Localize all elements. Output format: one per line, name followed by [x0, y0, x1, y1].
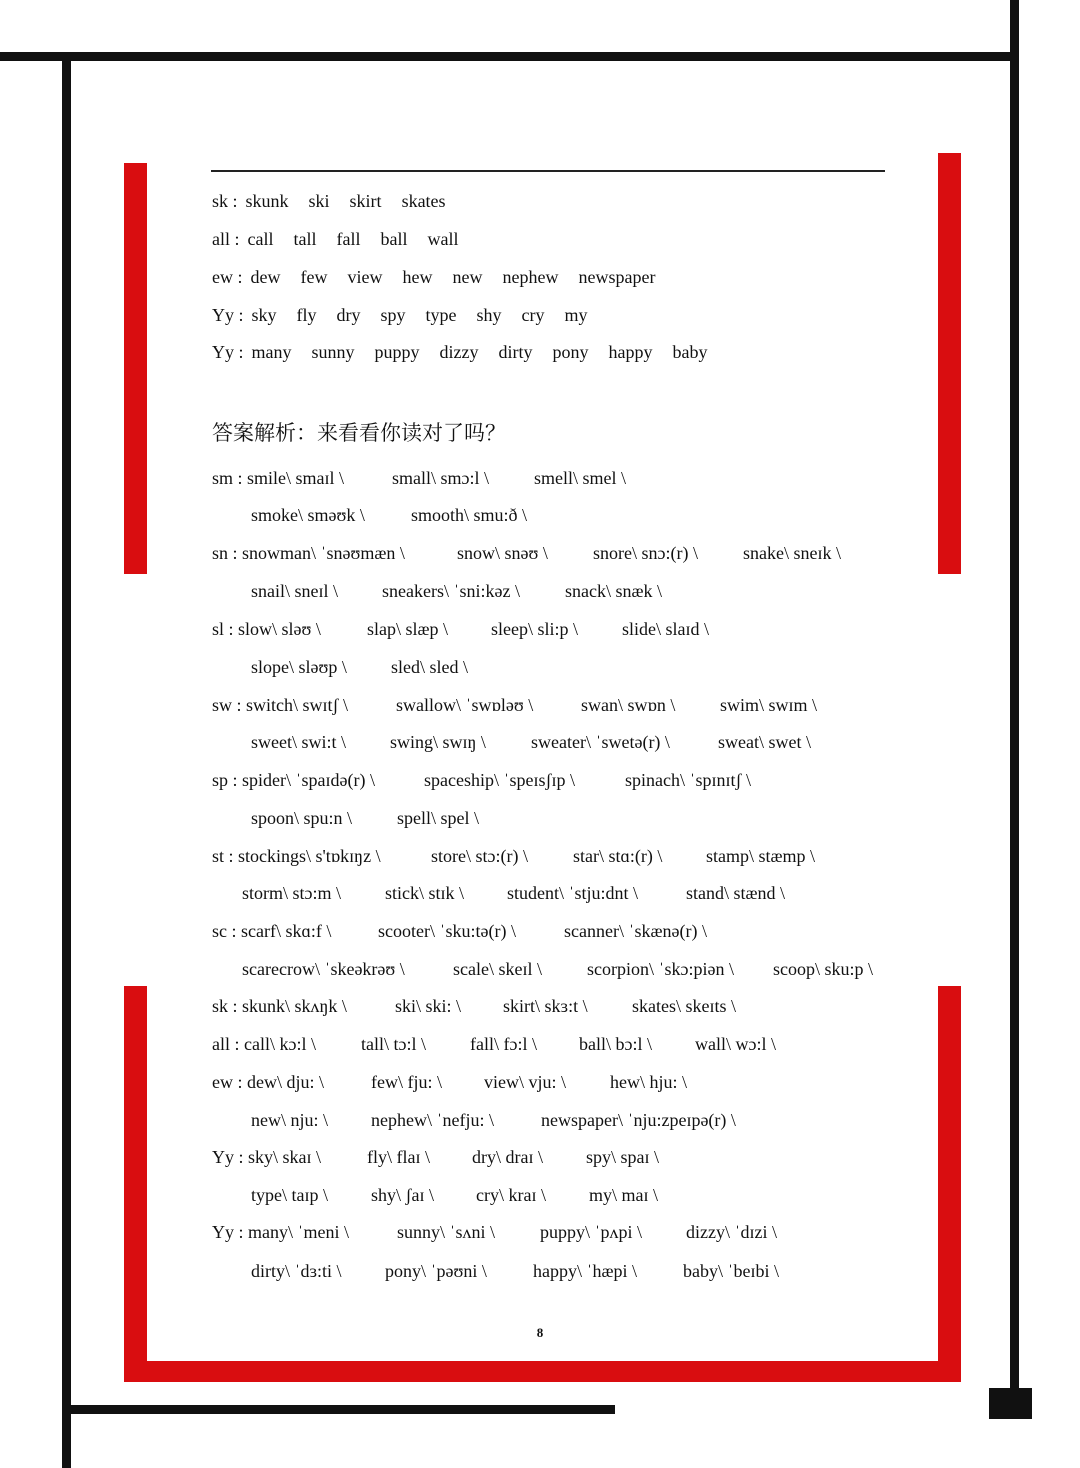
answer-entry: scale\ skeɪl \ [453, 959, 542, 979]
practice-prefix: ew : [212, 267, 243, 287]
answer-entry: st : stockings\ s'tɒkɪŋz \ [212, 846, 381, 866]
answer-entry: store\ stɔ:(r) \ [431, 846, 528, 866]
practice-line [212, 264, 675, 290]
practice-word: dry [336, 305, 361, 325]
answer-entry: ski\ ski: \ [395, 996, 462, 1016]
answer-entry: student\ ˈstju:dnt \ [507, 883, 639, 903]
answer-entry: snow\ snəʊ \ [457, 543, 548, 563]
answer-entry: smoke\ sməʊk \ [251, 505, 365, 525]
practice-word: new [452, 267, 483, 287]
practice-word: fall [336, 229, 361, 249]
practice-word: ski [308, 191, 330, 211]
answer-entry: swallow\ ˈswɒləʊ \ [396, 695, 534, 715]
practice-word: newspaper [578, 267, 656, 287]
practice-word: pony [552, 342, 589, 362]
practice-prefix: sk : [212, 191, 238, 211]
answer-entry: slope\ sləʊp \ [251, 657, 347, 677]
answer-entry: swing\ swɪŋ \ [390, 732, 486, 752]
answer-entry: Yy : many\ ˈmeni \ [212, 1222, 349, 1242]
answer-entry: sn : snowman\ ˈsnəʊmæn \ [212, 543, 405, 563]
practice-word: happy [608, 342, 653, 362]
answer-entry: hew\ hju: \ [610, 1072, 687, 1092]
left-red-bar-top [124, 163, 147, 574]
practice-word: shy [476, 305, 502, 325]
practice-word: cry [521, 305, 545, 325]
answer-entry: dirty\ ˈdɜ:ti \ [251, 1261, 342, 1281]
practice-word: fly [296, 305, 317, 325]
answer-entry: my\ maɪ \ [589, 1185, 658, 1205]
answer-entry: spaceship\ ˈspeɪsʃɪp \ [424, 770, 575, 790]
practice-prefix: Yy : [212, 305, 244, 325]
practice-word: sunny [311, 342, 355, 362]
header-rule [211, 170, 885, 172]
top-black-bar [0, 52, 1016, 61]
right-red-bar-bottom [938, 986, 961, 1382]
answer-entry: ball\ bɔ:l \ [579, 1034, 652, 1054]
practice-word: spy [380, 305, 406, 325]
practice-word: wall [427, 229, 459, 249]
answer-entry: sl : slow\ sləʊ \ [212, 619, 321, 639]
answer-entry: swan\ swɒn \ [581, 695, 676, 715]
answer-entry: sweet\ swi:t \ [251, 732, 346, 752]
practice-prefix: Yy : [212, 342, 244, 362]
answer-entry: smell\ smel \ [534, 468, 626, 488]
bottom-black-bar [70, 1405, 615, 1414]
practice-word: baby [672, 342, 708, 362]
practice-word: nephew [502, 267, 559, 287]
answer-entry: cry\ kraɪ \ [476, 1185, 546, 1205]
answer-entry: Yy : sky\ skaɪ \ [212, 1147, 322, 1167]
answer-entry: all : call\ kɔ:l \ [212, 1034, 316, 1054]
answer-entry: few\ fju: \ [371, 1072, 442, 1092]
answer-entry: sk : skunk\ skʌŋk \ [212, 996, 347, 1016]
practice-word: type [425, 305, 457, 325]
answer-entry: fly\ flaɪ \ [367, 1147, 430, 1167]
practice-word: ball [380, 229, 408, 249]
practice-word: skates [401, 191, 446, 211]
answer-entry: sw : switch\ swɪtʃ \ [212, 695, 349, 715]
bottom-red-bar [124, 1361, 961, 1382]
answer-entry: stand\ stænd \ [686, 883, 786, 903]
answer-entry: wall\ wɔ:l \ [695, 1034, 776, 1054]
practice-prefix: all : [212, 229, 240, 249]
answer-entry: spell\ spel \ [397, 808, 479, 828]
right-black-bar [1010, 0, 1019, 1400]
answer-entry: sc : scarf\ skɑ:f \ [212, 921, 332, 941]
answer-entry: newspaper\ ˈnju:zpeɪpə(r) \ [541, 1110, 736, 1130]
practice-line [212, 339, 728, 365]
answer-entry: skirt\ skɜ:t \ [503, 996, 588, 1016]
answer-entry: snail\ sneɪl \ [251, 581, 338, 601]
answer-entry: star\ stɑ:(r) \ [573, 846, 663, 866]
answer-entry: storm\ stɔ:m \ [242, 883, 341, 903]
answer-entry: shy\ ʃaɪ \ [371, 1185, 434, 1205]
answer-entry: stamp\ stæmp \ [706, 846, 816, 866]
left-black-bar [62, 56, 71, 1468]
practice-line [212, 226, 478, 252]
answer-entry: swim\ swɪm \ [720, 695, 818, 715]
answer-entry: scanner\ ˈskænə(r) \ [564, 921, 707, 941]
answer-heading: 答案解析：来看看你读对了吗？ [212, 421, 506, 445]
answer-entry: pony\ ˈpəʊni \ [385, 1261, 487, 1281]
answer-entry: stick\ stɪk \ [385, 883, 465, 903]
answer-entry: type\ taɪp \ [251, 1185, 328, 1205]
answer-entry: slap\ slæp \ [367, 619, 449, 639]
answer-entry: scorpion\ ˈskɔ:piən \ [587, 959, 734, 979]
answer-entry: snore\ snɔ:(r) \ [593, 543, 698, 563]
answer-entry: sm : smile\ smaɪl \ [212, 468, 345, 488]
answer-entry: scooter\ ˈsku:tə(r) \ [378, 921, 516, 941]
corner-black-block [989, 1388, 1032, 1419]
answer-entry: view\ vju: \ [484, 1072, 566, 1092]
answer-entry: slide\ slaɪd \ [622, 619, 709, 639]
answer-entry: sweat\ swet \ [718, 732, 811, 752]
practice-word: tall [293, 229, 317, 249]
answer-entry: snack\ snæk \ [565, 581, 662, 601]
answer-entry: spy\ spaɪ \ [586, 1147, 660, 1167]
answer-entry: spinach\ ˈspɪnɪtʃ \ [625, 770, 751, 790]
practice-line [212, 188, 466, 214]
practice-word: dirty [498, 342, 533, 362]
practice-word: skunk [245, 191, 289, 211]
answer-entry: sunny\ ˈsʌni \ [397, 1222, 496, 1242]
practice-word: few [300, 267, 328, 287]
answer-entry: tall\ tɔ:l \ [361, 1034, 426, 1054]
right-red-bar-top [938, 153, 961, 574]
answer-entry: small\ smɔ:l \ [392, 468, 489, 488]
practice-word: dizzy [439, 342, 479, 362]
practice-word: many [251, 342, 292, 362]
practice-word: dew [250, 267, 281, 287]
answer-entry: sweater\ ˈswetə(r) \ [531, 732, 670, 752]
answer-entry: scarecrow\ ˈskeəkrəʊ \ [242, 959, 405, 979]
practice-word: puppy [374, 342, 420, 362]
answer-entry: scoop\ sku:p \ [773, 959, 874, 979]
practice-word: my [564, 305, 588, 325]
answer-entry: puppy\ ˈpʌpi \ [540, 1222, 642, 1242]
practice-word: call [247, 229, 274, 249]
left-red-bar-bottom [124, 986, 147, 1382]
practice-word: sky [251, 305, 277, 325]
page-number: 8 [536, 1325, 544, 1340]
practice-word: view [347, 267, 383, 287]
practice-line [212, 302, 608, 328]
answer-entry: sleep\ sli:p \ [491, 619, 578, 639]
answer-entry: spoon\ spu:n \ [251, 808, 353, 828]
answer-entry: dry\ draɪ \ [472, 1147, 543, 1167]
answer-entry: nephew\ ˈnefju: \ [371, 1110, 494, 1130]
answer-entry: new\ nju: \ [251, 1110, 328, 1130]
practice-word: skirt [349, 191, 382, 211]
answer-entry: fall\ fɔ:l \ [470, 1034, 537, 1054]
answer-entry: ew : dew\ dju: \ [212, 1072, 324, 1092]
answer-entry: sneakers\ ˈsni:kəz \ [382, 581, 520, 601]
answer-entry: happy\ ˈhæpi \ [533, 1261, 637, 1281]
answer-entry: dizzy\ ˈdɪzi \ [686, 1222, 777, 1242]
answer-entry: baby\ ˈbeɪbi \ [683, 1261, 779, 1281]
answer-entry: smooth\ smu:ð \ [411, 505, 528, 525]
answer-entry: sled\ sled \ [391, 657, 468, 677]
answer-entry: sp : spider\ ˈspaɪdə(r) \ [212, 770, 375, 790]
answer-entry: skates\ skeɪts \ [632, 996, 736, 1016]
answer-entry: snake\ sneɪk \ [743, 543, 841, 563]
practice-word: hew [402, 267, 433, 287]
